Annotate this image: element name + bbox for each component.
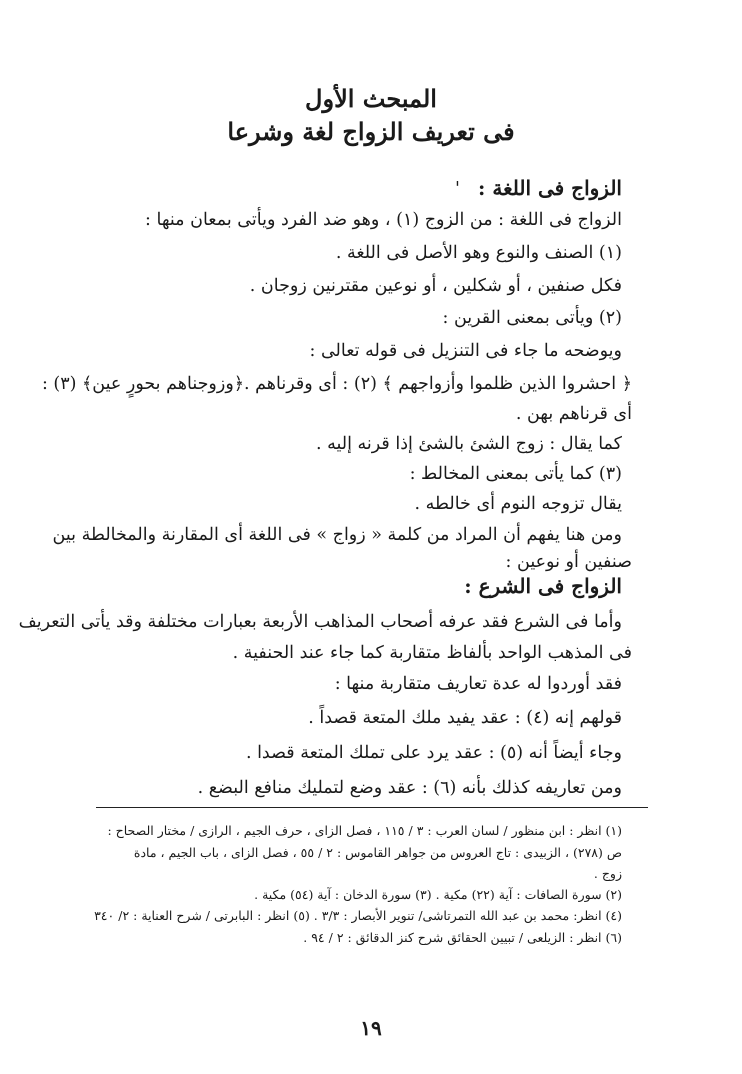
chapter-title: المبحث الأول	[305, 84, 437, 113]
footnote-line: ص (٢٧٨) ، الزبيدى : تاج العروس من جواهر القاموس : ٢ / ٥٥ ، فصل الزاى ، باب الجيم ، مادة	[133, 845, 622, 860]
section-heading-language: الزواج فى اللغة :	[478, 176, 622, 200]
text-line: (١) الصنف والنوع وهو الأصل فى اللغة .	[335, 243, 622, 263]
text-line: الزواج فى اللغة : من الزوج (١) ، وهو ضد الفرد ويأتى بمعان منها :	[145, 210, 622, 230]
text-line: صنفين أو نوعين :	[505, 552, 632, 572]
footnote-line: (١) انظر : ابن منظور / لسان العرب : ٣ / ١١٥ ، فصل الزاى ، حرف الجيم ، الرازى / مختار الصحاح :	[107, 823, 622, 838]
footnote-line: زوج .	[593, 866, 622, 881]
text-line: كما يقال : زوج الشئ بالشئ إذا قرنه إليه .	[315, 434, 622, 454]
text-line: أى قرناهم بهن .	[515, 404, 632, 424]
footnote-line: (٢) سورة الصافات : آية (٢٢) مكية . (٣) سورة الدخان : آية (٥٤) مكية .	[254, 887, 622, 902]
stray-mark: '	[455, 178, 460, 199]
text-line: (٣) كما يأتى بمعنى المخالط :	[409, 464, 622, 484]
text-line: (٢) ويأتى بمعنى القرين :	[442, 308, 622, 328]
page-number: ١٩	[360, 1016, 382, 1040]
text-line: ومن هنا يفهم أن المراد من كلمة « زواج » فى اللغة أى المقارنة والمخالطة بين	[52, 525, 622, 545]
text-line: فقد أوردوا له عدة تعاريف متقاربة منها :	[334, 674, 622, 694]
text-line: وأما فى الشرع فقد عرفه أصحاب المذاهب الأربعة بعبارات مختلفة وقد يأتى التعريف	[18, 612, 622, 632]
text-line: فكل صنفين ، أو شكلين ، أو نوعين مقترنين زوجان .	[249, 276, 622, 296]
text-line: فى المذهب الواحد بألفاظ متقاربة كما جاء عند الحنفية .	[232, 643, 632, 663]
text-line: ويوضحه ما جاء فى التنزيل فى قوله تعالى :	[309, 341, 622, 361]
footnote-divider	[96, 807, 648, 808]
chapter-subtitle: فى تعريف الزواج لغة وشرعا	[227, 117, 515, 146]
footnote-line: (٦) انظر : الزيلعى / تبيين الحقائق شرح كنز الدقائق : ٢ / ٩٤ .	[303, 930, 622, 945]
text-line: يقال تزوجه النوم أى خالطه .	[414, 494, 622, 514]
text-line: ومن تعاريفه كذلك بأنه (٦) : عقد وضع لتمليك منافع البضع .	[197, 778, 622, 798]
footnote-line: (٤) انظر: محمد بن عبد الله التمرتاشى/ تنوير الأبصار : ٣/٣ . (٥) انظر : البابرتى / شرح العناية : ٢/ ٣٤٠	[94, 908, 622, 923]
text-line: قولهم إنه (٤) : عقد يفيد ملك المتعة قصداً .	[308, 708, 622, 728]
text-line: وجاء أيضاً أنه (٥) : عقد يرد على تملك المتعة قصدا .	[245, 743, 622, 763]
section-heading-sharia: الزواج فى الشرع :	[464, 574, 622, 598]
text-line-quran: ﴿ احشروا الذين ظلموا وأزواجهم ﴾ (٢) : أى وقرناهم .﴿وزوجناهم بحورٍ عين﴾ (٣) :	[41, 374, 632, 394]
